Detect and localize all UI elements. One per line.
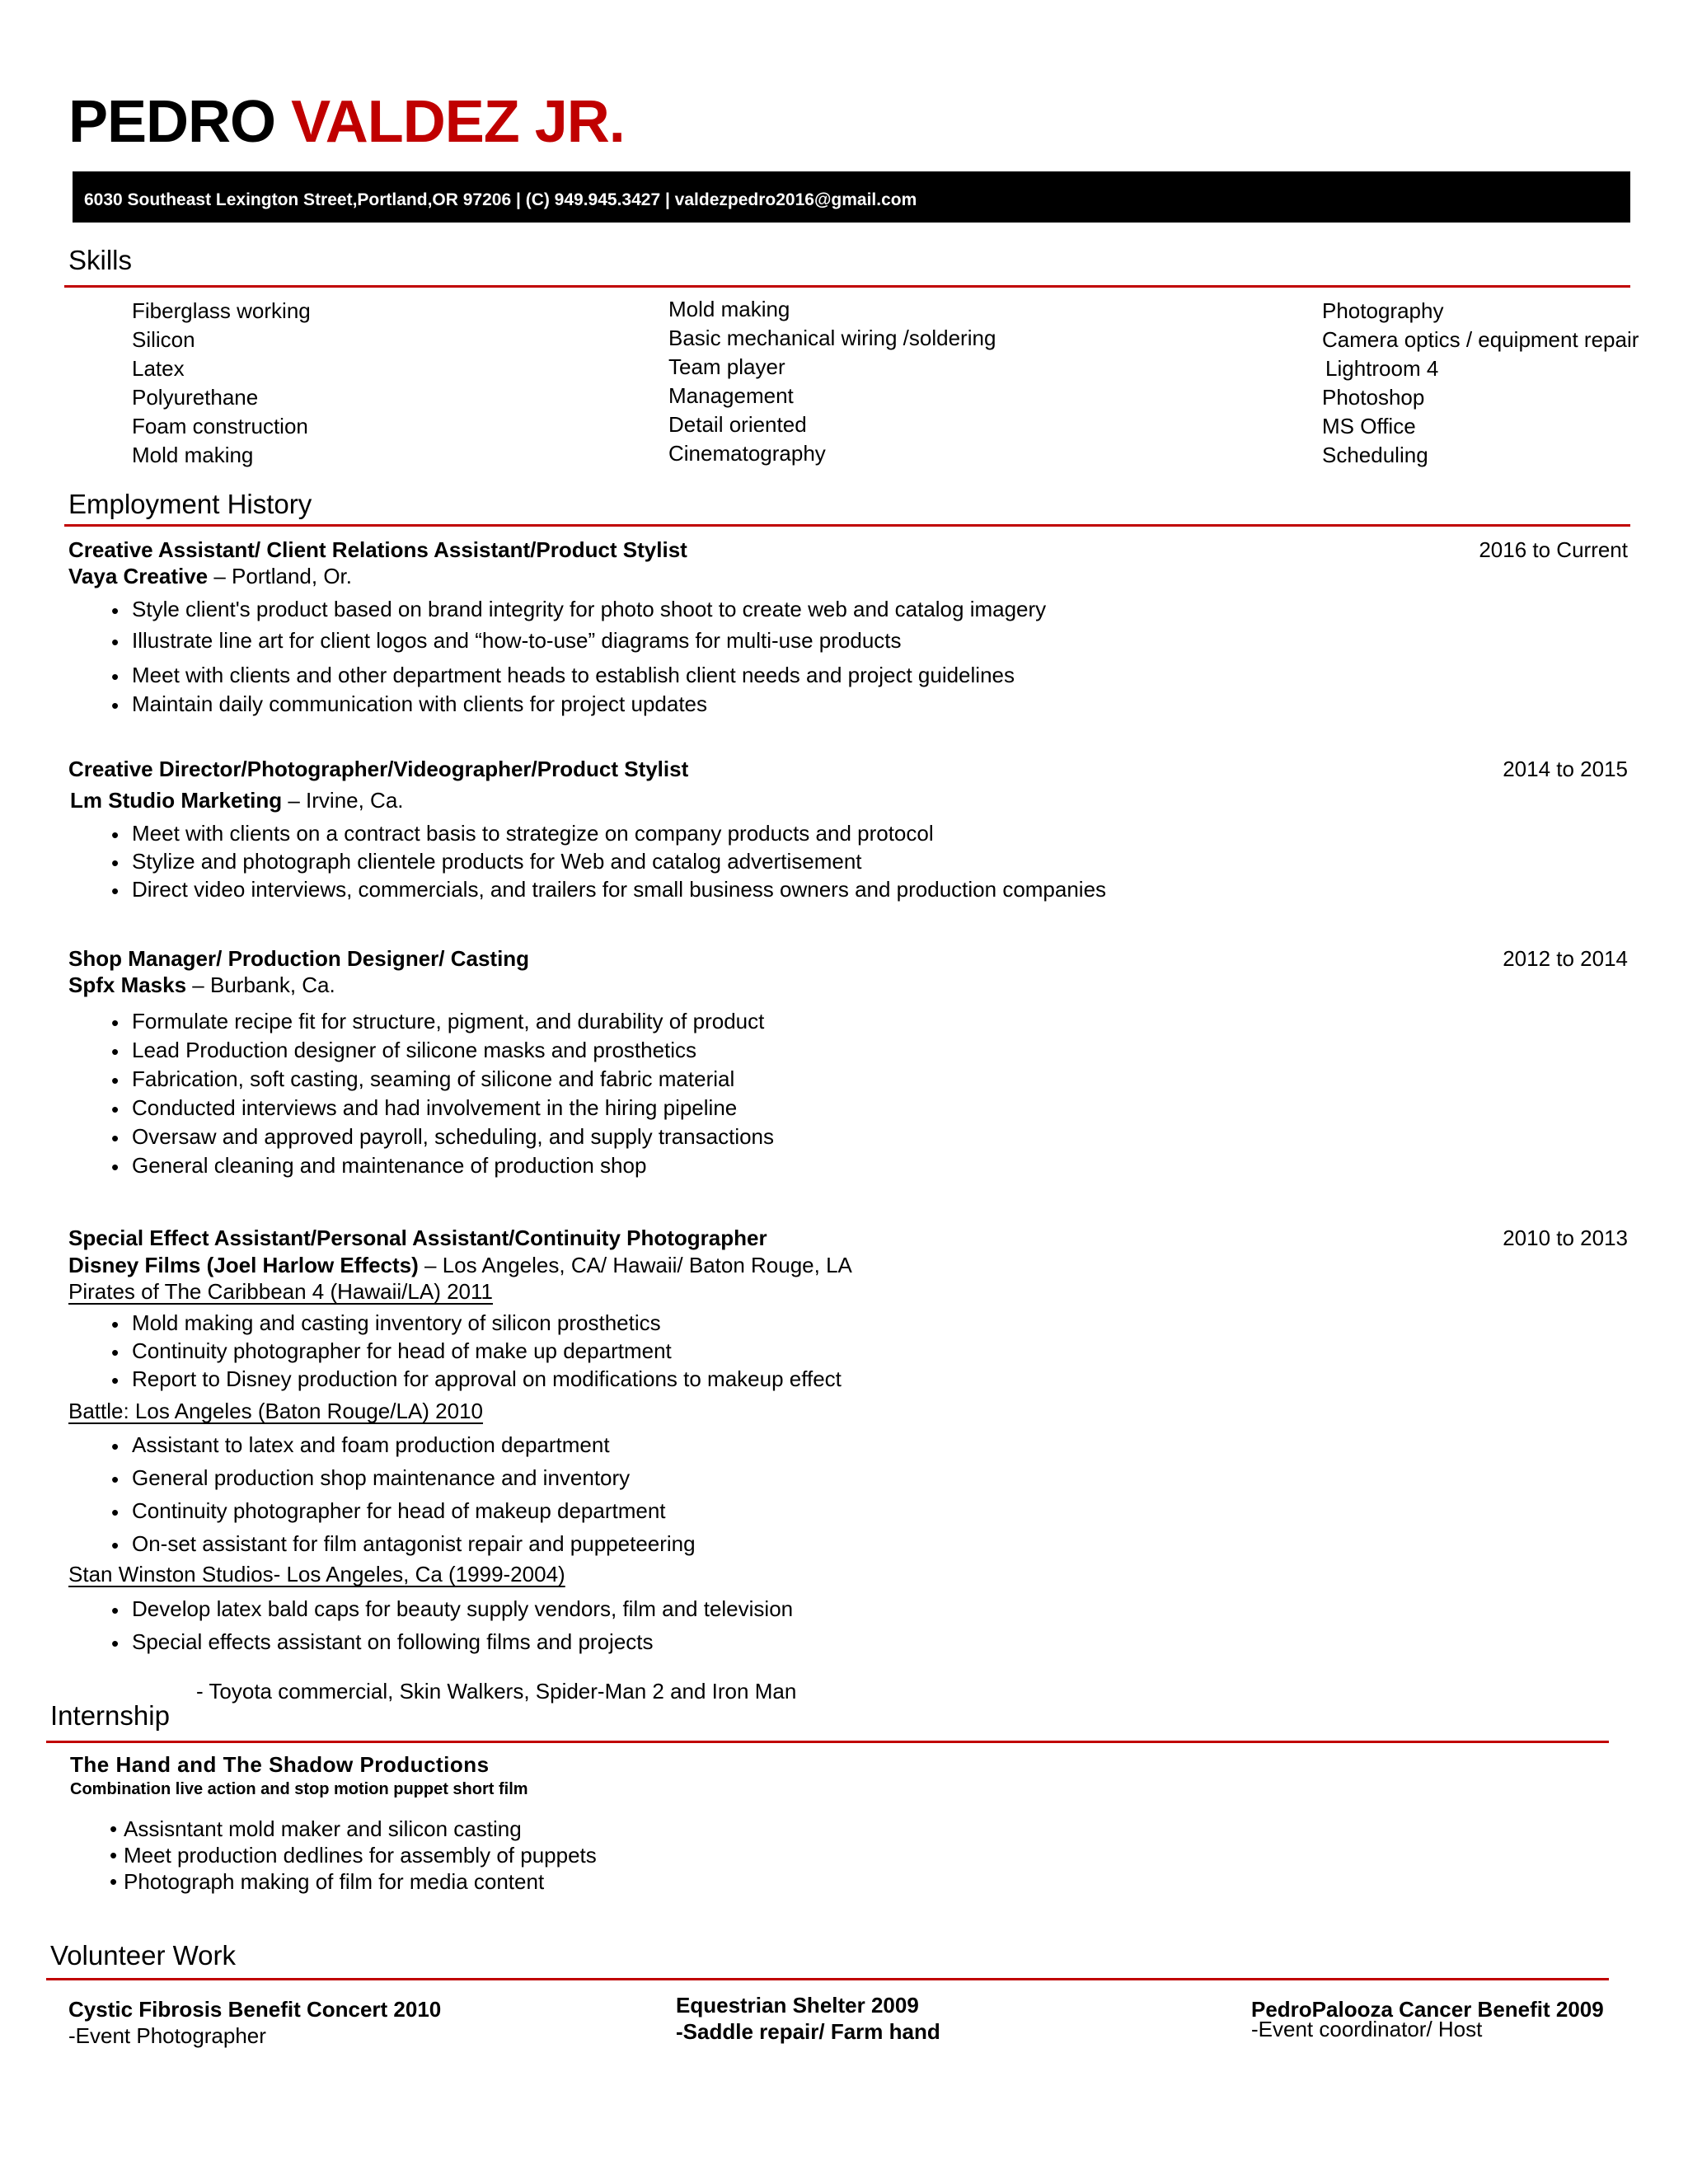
skills-heading: Skills <box>68 245 133 275</box>
skill-item: Photography <box>1322 298 1444 323</box>
bullet-item: • Fabrication, soft casting, seaming of silicone and fabric material <box>68 1065 774 1094</box>
volunteer-role: -Event coordinator/ Host <box>1251 2017 1483 2041</box>
volunteer-divider <box>46 1978 1609 1980</box>
volunteer-title: Cystic Fibrosis Benefit Concert 2010 <box>68 1997 442 2022</box>
skill-item: Lightroom 4 <box>1325 356 1439 381</box>
job-company <box>70 788 404 813</box>
bullet-item: • Oversaw and approved payroll, scheduling, and supply transactions <box>68 1122 774 1151</box>
company-name: Disney Films (Joel Harlow Effects) <box>68 1253 419 1277</box>
job-title: Shop Manager/ Production Designer/ Casting <box>68 946 530 971</box>
volunteer-heading: Volunteer Work <box>50 1940 237 1971</box>
skill-item: Silicon <box>132 327 195 352</box>
bullet-item: • Photograph making of film for media content <box>110 1868 597 1895</box>
resume-name <box>68 89 625 155</box>
contact-info: 6030 Southeast Lexington Street,Portland,OR 97206 | (C) 949.945.3427 | valdezpedro2016@gmail.com <box>84 190 917 209</box>
bullet-item: • Formulate recipe fit for structure, pigment, and durability of product <box>68 1007 774 1036</box>
skill-item: Detail oriented <box>668 412 807 437</box>
project-sub-item: - Toyota commercial, Skin Walkers, Spider-Man 2 and Iron Man <box>196 1679 797 1704</box>
company-location: – Portland, Or. <box>208 564 353 588</box>
volunteer-role: -Event Photographer <box>68 2023 266 2048</box>
employment-heading: Employment History <box>68 489 312 519</box>
skill-item: Mold making <box>132 443 254 467</box>
job-company <box>68 564 352 588</box>
bullet-item: • General cleaning and maintenance of production shop <box>68 1151 774 1180</box>
company-name: Lm Studio Marketing <box>70 788 283 813</box>
company-location: – Los Angeles, CA/ Hawaii/ Baton Rouge, LA <box>418 1253 852 1277</box>
volunteer-role: -Saddle repair/ Farm hand <box>676 2019 940 2044</box>
bullet-item: • Lead Production designer of silicone masks and prosthetics <box>68 1036 774 1065</box>
bullet-item: • Meet with clients and other department heads to establish client needs and project guidelines <box>68 659 1046 691</box>
bullet-item: • Meet production dedlines for assembly of puppets <box>110 1842 597 1868</box>
job-bullets <box>68 1007 774 1180</box>
volunteer-title: PedroPalooza Cancer Benefit 2009 <box>1251 1997 1604 2022</box>
contact-bar <box>73 171 1630 223</box>
skill-item: Latex <box>132 356 185 381</box>
skill-item: Mold making <box>668 297 790 321</box>
job-dates: 2010 to 2013 <box>1503 1226 1628 1250</box>
project-name: Battle: Los Angeles (Baton Rouge/LA) 2010 <box>68 1399 484 1423</box>
bullet-item: • Mold making and casting inventory of silicon prosthetics <box>68 1309 842 1337</box>
company-location: – Irvine, Ca. <box>282 788 404 813</box>
job-company <box>68 972 335 997</box>
bullet-item: • Assistant to latex and foam production department <box>68 1428 696 1461</box>
skill-item: Fiberglass working <box>132 298 311 323</box>
project-name: Stan Winston Studios- Los Angeles, Ca (1999-2004) <box>68 1562 565 1586</box>
bullet-item: • Stylize and photograph clientele products for Web and catalog advertisement <box>68 847 1106 875</box>
bullet-item: • General production shop maintenance and inventory <box>68 1461 696 1494</box>
bullet-item: • Direct video interviews, commercials, and trailers for small business owners and production companies <box>68 875 1106 903</box>
internship-company: The Hand and The Shadow Productions <box>70 1752 490 1777</box>
bullet-item: • Meet with clients on a contract basis to strategize on company products and protocol <box>68 819 1106 847</box>
internship-heading: Internship <box>50 1700 170 1731</box>
bullet-item: • Develop latex bald caps for beauty supply vendors, film and television <box>68 1592 793 1625</box>
company-name: Spfx Masks <box>68 972 187 997</box>
bullet-item: • Illustrate line art for client logos and “how-to-use” diagrams for multi-use products <box>68 625 1046 656</box>
job-bullets <box>68 819 1106 903</box>
skill-item: Team player <box>668 354 785 379</box>
bullet-item: • Special effects assistant on following films and projects <box>68 1625 793 1658</box>
project-bullets <box>68 1309 842 1393</box>
bullet-item: • Continuity photographer for head of make up department <box>68 1337 842 1365</box>
volunteer-title: Equestrian Shelter 2009 <box>676 1993 919 2018</box>
skill-item: Polyurethane <box>132 385 259 410</box>
job-dates: 2014 to 2015 <box>1503 757 1628 781</box>
bullet-item: • On-set assistant for film antagonist repair and puppeteering <box>68 1527 696 1560</box>
project-name: Pirates of The Caribbean 4 (Hawaii/LA) 2011 <box>68 1279 493 1304</box>
bullet-item: • Continuity photographer for head of makeup department <box>68 1494 696 1527</box>
job-bullets <box>68 593 1046 717</box>
job-company <box>68 1253 852 1277</box>
skill-item: Management <box>668 383 794 408</box>
skill-item: Photoshop <box>1322 385 1425 410</box>
bullet-item: • Conducted interviews and had involvement in the hiring pipeline <box>68 1094 774 1122</box>
company-name: Vaya Creative <box>68 564 209 588</box>
last-name: VALDEZ JR. <box>291 89 625 155</box>
company-location: – Burbank, Ca. <box>186 972 335 997</box>
skill-item: MS Office <box>1322 414 1416 438</box>
internship-divider <box>46 1741 1609 1743</box>
project-bullets <box>68 1592 793 1658</box>
bullet-item: • Maintain daily communication with clients for project updates <box>68 691 1046 717</box>
job-dates: 2016 to Current <box>1479 537 1628 562</box>
job-title: Special Effect Assistant/Personal Assistant/Continuity Photographer <box>68 1226 767 1250</box>
bullet-item: • Style client's product based on brand integrity for photo shoot to create web and catalog imagery <box>68 593 1046 625</box>
employment-divider <box>64 524 1630 527</box>
skill-item: Cinematography <box>668 441 826 466</box>
skill-item: Scheduling <box>1322 443 1428 467</box>
skills-divider <box>64 285 1630 288</box>
project-bullets <box>68 1428 696 1560</box>
internship-bullets <box>110 1816 597 1895</box>
job-title: Creative Assistant/ Client Relations Assistant/Product Stylist <box>68 537 687 562</box>
bullet-item: • Assisntant mold maker and silicon casting <box>110 1816 597 1842</box>
skill-item: Foam construction <box>132 414 308 438</box>
skill-item: Camera optics / equipment repair <box>1322 327 1639 352</box>
bullet-item: • Report to Disney production for approval on modifications to makeup effect <box>68 1365 842 1393</box>
skill-item: Basic mechanical wiring /soldering <box>668 326 996 350</box>
internship-description: Combination live action and stop motion puppet short film <box>70 1780 528 1798</box>
job-title: Creative Director/Photographer/Videographer/Product Stylist <box>68 757 689 781</box>
job-dates: 2012 to 2014 <box>1503 946 1628 971</box>
first-name: PEDRO <box>68 89 276 155</box>
